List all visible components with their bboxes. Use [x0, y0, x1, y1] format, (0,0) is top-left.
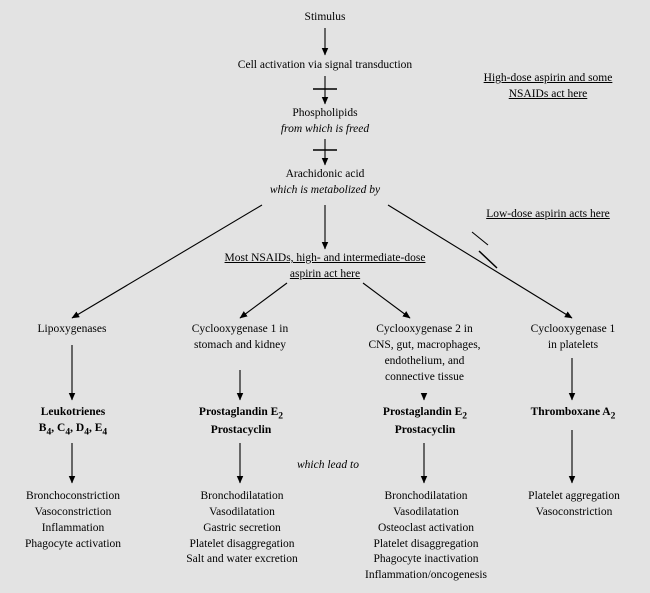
- node-cox1-stomach-kidney: [175, 322, 305, 354]
- node-line: endothelium, and: [384, 354, 465, 367]
- node-line: Cyclooxygenase 2 in: [376, 323, 473, 335]
- inhibition-bar-low-dose-aspirin: [479, 251, 497, 268]
- node-line: Platelet aggregation: [528, 490, 620, 502]
- node-cell-activation: [205, 58, 445, 72]
- node-line: Phospholipids: [292, 107, 358, 119]
- node-effects-platelets: [505, 489, 643, 521]
- node-line: which is metabolized by: [269, 184, 381, 196]
- node-line: from which is freed: [280, 123, 370, 135]
- node-line: stomach and kidney: [194, 338, 286, 351]
- node-line: Leukotrienes: [40, 406, 106, 418]
- node-which-lead-to: [278, 458, 378, 474]
- node-line: Prostaglandin $E_2$: [198, 406, 284, 422]
- node-effects-lipoxygenase: [2, 489, 144, 552]
- node-line: Vasodilatation: [393, 505, 459, 518]
- node-line: Arachidonic acid: [285, 168, 365, 180]
- node-line: aspirin act here: [289, 267, 361, 280]
- node-line: NSAIDs act here: [508, 87, 588, 100]
- node-line: Most NSAIDs, high- and intermediate-dose: [224, 252, 426, 264]
- connector-most-nsaids-cox1-stomach: [240, 283, 287, 318]
- node-line: Gastric secretion: [203, 521, 281, 534]
- node-line: Prostaglandin $E_2$: [382, 406, 468, 422]
- node-line: Low-dose aspirin acts here: [486, 208, 610, 220]
- node-lipoxygenases: [22, 322, 122, 338]
- node-line: Cell activation via signal transduction: [237, 59, 413, 71]
- node-line: Cyclooxygenase 1 in: [191, 323, 289, 335]
- node-line: Prostacyclin: [210, 423, 272, 436]
- node-line: Platelet disaggregation: [189, 537, 295, 550]
- node-line: Vasoconstriction: [535, 505, 613, 518]
- node-thromboxane-a2: [512, 405, 634, 423]
- connector-low-dose-aspirin-bar: [472, 232, 488, 245]
- connector-most-nsaids-cox2: [363, 283, 410, 318]
- node-line: High-dose aspirin and some: [483, 72, 613, 84]
- node-leukotrienes: [12, 405, 134, 438]
- node-prostaglandin-e2-left: [176, 405, 306, 438]
- node-line: Inflammation/oncogenesis: [365, 569, 487, 582]
- node-line: Lipoxygenases: [37, 323, 107, 335]
- node-line: in platelets: [547, 338, 599, 351]
- node-line: Phagocyte inactivation: [373, 553, 479, 566]
- node-line: Salt and water excretion: [186, 553, 298, 566]
- node-line: which lead to: [297, 459, 359, 471]
- node-line: Bronchoconstriction: [26, 490, 120, 502]
- node-line: Stimulus: [304, 11, 346, 23]
- node-arachidonic-acid: [268, 167, 382, 181]
- node-most-nsaids-label: [200, 251, 450, 283]
- node-effects-cox2: [342, 489, 510, 584]
- node-line: Inflammation: [41, 521, 105, 534]
- node-line: Bronchodilatation: [200, 490, 284, 502]
- node-line: connective tissue: [385, 370, 464, 383]
- node-line: Vasodilatation: [209, 505, 275, 518]
- node-stimulus: [275, 10, 375, 24]
- node-line: CNS, gut, macrophages,: [368, 338, 481, 351]
- node-low-dose-aspirin-label: [468, 207, 628, 223]
- node-line: $B_4$, $C_4$, $D_4$, $E_4$: [38, 421, 108, 438]
- node-line: Vasoconstriction: [34, 505, 112, 518]
- node-line: Cyclooxygenase 1: [530, 323, 616, 335]
- node-from-which-is-freed: [262, 122, 388, 136]
- node-prostaglandin-e2-right: [360, 405, 490, 438]
- node-line: Osteoclast activation: [377, 521, 475, 534]
- node-high-dose-aspirin-label: [468, 71, 628, 103]
- node-line: Bronchodilatation: [384, 490, 468, 502]
- node-line: Prostacyclin: [394, 423, 456, 436]
- node-cox2-cns: [352, 322, 497, 385]
- node-phospholipids: [270, 106, 380, 120]
- node-line: Platelet disaggregation: [373, 537, 479, 550]
- node-which-is-metabolized-by: [258, 183, 392, 197]
- node-effects-cox1-stomach: [163, 489, 321, 568]
- node-line: Phagocyte activation: [24, 537, 122, 550]
- node-line: Thromboxane $A_2$: [530, 406, 616, 422]
- node-cox1-platelets: [518, 322, 628, 354]
